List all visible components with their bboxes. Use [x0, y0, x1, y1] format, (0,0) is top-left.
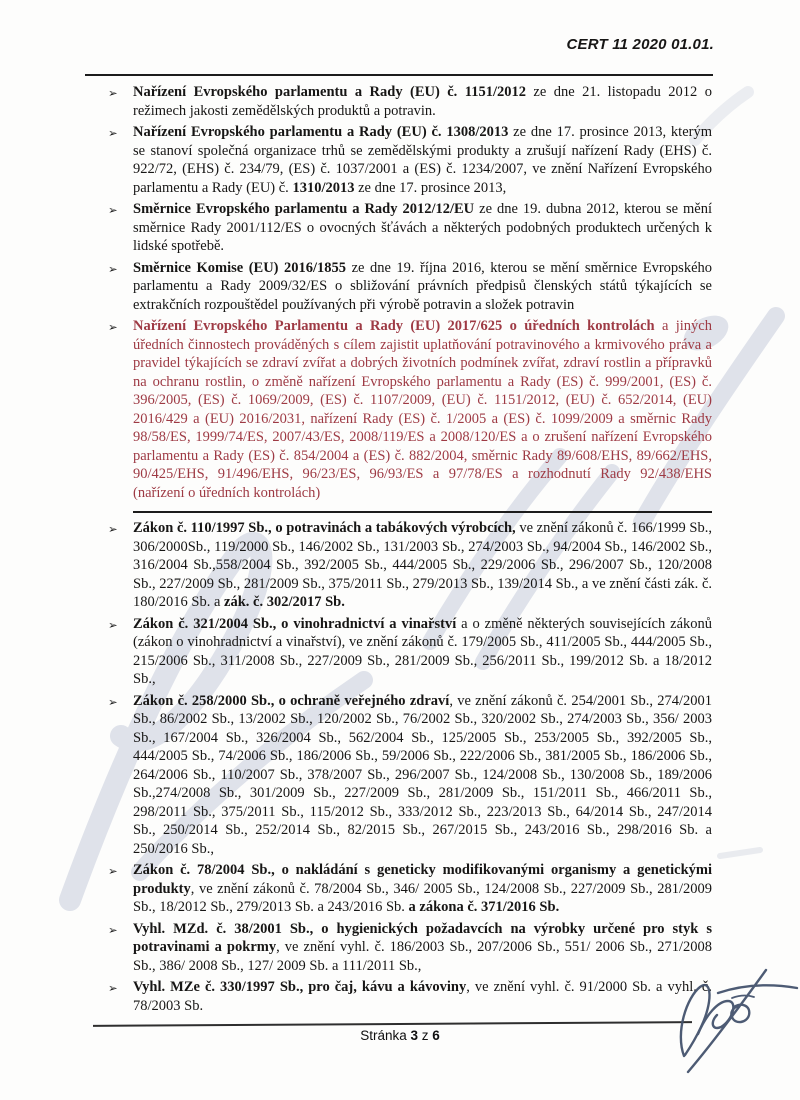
- list-item-text: Směrnice Evropského parlamentu a Rady 2012/12/EU ze dne 19. dubna 2012, kterou se mění směrnice Rady 2001/112/ES o ovocných šťávách a některých podobných produktech určených k lidské spotřebě.: [133, 201, 713, 254]
- list-item-text: Nařízení Evropského Parlamentu a Rady (EU) 2017/625 o úředních kontrolách a jiných úředních činnostech prováděných s cílem zajistit uplatňování potravinového a krmivového práva a pravidel týkajících se zdraví zvířat a dobrých životních podmínek zvířat, zdraví rostlin a přípravků na ochranu rostlin, o změně nařízení Evropského parlamentu a Rady (ES) č. 999/2001, (ES) č. 396/2005, (ES) č. 1069/2009, (ES) č. 1107/2009, (EU) č. 1151/2012, (EU) č. 652/2014, (EU) 2016/429 a (EU) 2016/2031, nařízení Rady (ES) č. 1/2005 a (ES) č. 1099/2009 a směrnic Rady 98/58/ES, 1999/74/ES, 2007/43/ES, 2008/119/ES a 2008/120/ES a o zrušení nařízení Evropského parlamentu a Rady (ES) č. 854/2004 a (ES) č. 882/2004, směrnic Rady 89/608/EHS, 89/662/EHS, 90/425/EHS, 91/496/EHS, 96/23/ES, 96/93/ES a 97/78/ES a rozhodnutí Rady 92/438/EHS (nařízení o úředních kontrolách): [133, 318, 712, 501]
- arrow-bullet-icon: ➢: [108, 922, 118, 937]
- list-item: [103, 317, 712, 502]
- arrow-bullet-icon: ➢: [108, 203, 118, 217]
- list-item-text: Zákon č. 78/2004 Sb., o nakládání s geneticky modifikovanými organismy a genetickými produkty, ve znění zákonů č. 78/2004 Sb., 346/ 2005 Sb., 124/2008 Sb., 227/2009 Sb., 281/2009 Sb., 18/2012 Sb., 279/2013 Sb. a 243/2016 Sb. a zákona č. 371/2016 Sb.: [133, 862, 712, 915]
- page-number: Stránka 3 z 6: [360, 1028, 440, 1043]
- section-national-legislation: [103, 519, 712, 1015]
- list-item-text: Vyhl. MZd. č. 38/2001 Sb., o hygienických požadavcích na výrobky určené pro styk s potravinami a pokrmy, ve znění vyhl. č. 186/2003 Sb., 207/2006 Sb., 551/ 2006 Sb., 271/2008 Sb., 386/ 2008 Sb., 127/ 2009 Sb. a 111/2011 Sb.,: [133, 920, 712, 974]
- list-item-text: Nařízení Evropského parlamentu a Rady (EU) č. 1151/2012 ze dne 21. listopadu 2012 o režimech jakosti zemědělských produktů a potravin.: [133, 84, 712, 119]
- arrow-bullet-icon: ➢: [108, 126, 118, 140]
- list-item: [103, 615, 712, 689]
- list-item: [103, 83, 712, 120]
- list-item-text: Směrnice Komise (EU) 2016/1855 ze dne 19. října 2016, kterou se mění směrnice Evropského parlamentu a Rady 2009/32/ES o sbližování právních předpisů členských států týkajících se extrakčních rozpouštědel používaných při výrobě potravin a složek potravin: [133, 259, 713, 313]
- arrow-bullet-icon: ➢: [108, 617, 118, 632]
- list-item-text: Zákon č. 258/2000 Sb., o ochraně veřejného zdraví, ve znění zákonů č. 254/2001 Sb., 274/2001 Sb., 86/2002 Sb., 13/2002 Sb., 120/2002 Sb., 76/2002 Sb., 320/2002 Sb., 274/2003 Sb., 356/ 2003 Sb., 167/2004 Sb., 326/2004 Sb., 562/2004 Sb., 125/2005 Sb., 253/2005 Sb., 392/2005 Sb., 444/2005 Sb., 74/2006 Sb., 186/2006 Sb., 59/2006 Sb., 222/2006 Sb., 381/2005 Sb., 186/2006 Sb., 264/2006 Sb., 110/2007 Sb., 378/2007 Sb., 296/2007 Sb., 124/2008 Sb., 130/2008 Sb., 189/2006 Sb.,274/2008 Sb., 301/2009 Sb., 227/2009 Sb., 281/2009 Sb., 151/2011 Sb., 466/2011 Sb., 298/2011 Sb., 375/2011 Sb., 115/2012 Sb., 333/2012 Sb., 223/2013 Sb., 64/2014 Sb., 247/2014 Sb., 250/2014 Sb., 252/2014 Sb., 82/2015 Sb., 267/2015 Sb., 243/2016 Sb., 298/2016 Sb. a 250/2016 Sb.,: [133, 692, 713, 857]
- document-code: CERT 11 2020 01.01.: [566, 36, 714, 53]
- list-item: [103, 692, 712, 859]
- list-item-text: Vyhl. MZe č. 330/1997 Sb., pro čaj, kávu a kávoviny, ve znění vyhl. č. 91/2000 Sb. a vyhl. č. 78/2003 Sb.: [133, 979, 712, 1014]
- legislation-list: [103, 83, 712, 1018]
- list-item: [103, 978, 712, 1015]
- header-rule: [85, 74, 713, 76]
- arrow-bullet-icon: ➢: [108, 320, 118, 334]
- list-item-text: Zákon č. 110/1997 Sb., o potravinách a tabákových výrobcích, ve znění zákonů č. 166/1999 Sb., 306/2000Sb., 119/2000 Sb., 146/2002 Sb., 131/2003 Sb., 274/2003 Sb., 94/2004 Sb., 146/2002 Sb., 316/2004 Sb.,558/2004 Sb., 392/2005 Sb., 444/2005 Sb., 229/2006 Sb., 296/2007 Sb., 120/2008 Sb., 227/2009 Sb., 281/2009 Sb., 375/2011 Sb., 279/2013 Sb., 139/2014 Sb., a ve znění části zák. č. 180/2016 Sb. a zák. č. 302/2017 Sb.: [133, 520, 712, 610]
- section-divider-rule: [133, 511, 712, 513]
- arrow-bullet-icon: ➢: [108, 86, 118, 100]
- list-item: [103, 123, 712, 197]
- arrow-bullet-icon: ➢: [108, 981, 118, 995]
- list-item-text: Zákon č. 321/2004 Sb., o vinohradnictví a vinařství a o změně některých souvisejících zákonů (zákon o vinohradnictví a vinařství), ve znění zákonů č. 179/2005 Sb., 411/2005 Sb., 444/2005 Sb., 215/2006 Sb., 311/2008 Sb., 227/2009 Sb., 281/2009 Sb., 256/2011 Sb., 199/2012 Sb. a 18/2012 Sb.,: [133, 615, 713, 687]
- section-eu-legislation: [103, 83, 712, 502]
- list-item: [103, 920, 712, 976]
- arrow-bullet-icon: ➢: [108, 864, 118, 878]
- list-item: [103, 519, 712, 612]
- list-item: [103, 861, 712, 917]
- signature-icon: [648, 962, 800, 1084]
- arrow-bullet-icon: ➢: [108, 261, 118, 276]
- list-item: [103, 259, 712, 315]
- list-item-text: Nařízení Evropského parlamentu a Rady (EU) č. 1308/2013 ze dne 17. prosince 2013, kterým se stanoví společná organizace trhů se zemědělskými produkty a zrušují nařízení Rady (EHS) č. 922/72, (EHS) č. 234/79, (ES) č. 1037/2001 a (ES) č. 1234/2007, ve znění Nařízení Evropského parlamentu a Rady (EU) č. 1310/2013 ze dne 17. prosince 2013,: [133, 124, 712, 196]
- list-item: [103, 200, 712, 256]
- arrow-bullet-icon: ➢: [108, 694, 118, 709]
- arrow-bullet-icon: ➢: [108, 522, 118, 536]
